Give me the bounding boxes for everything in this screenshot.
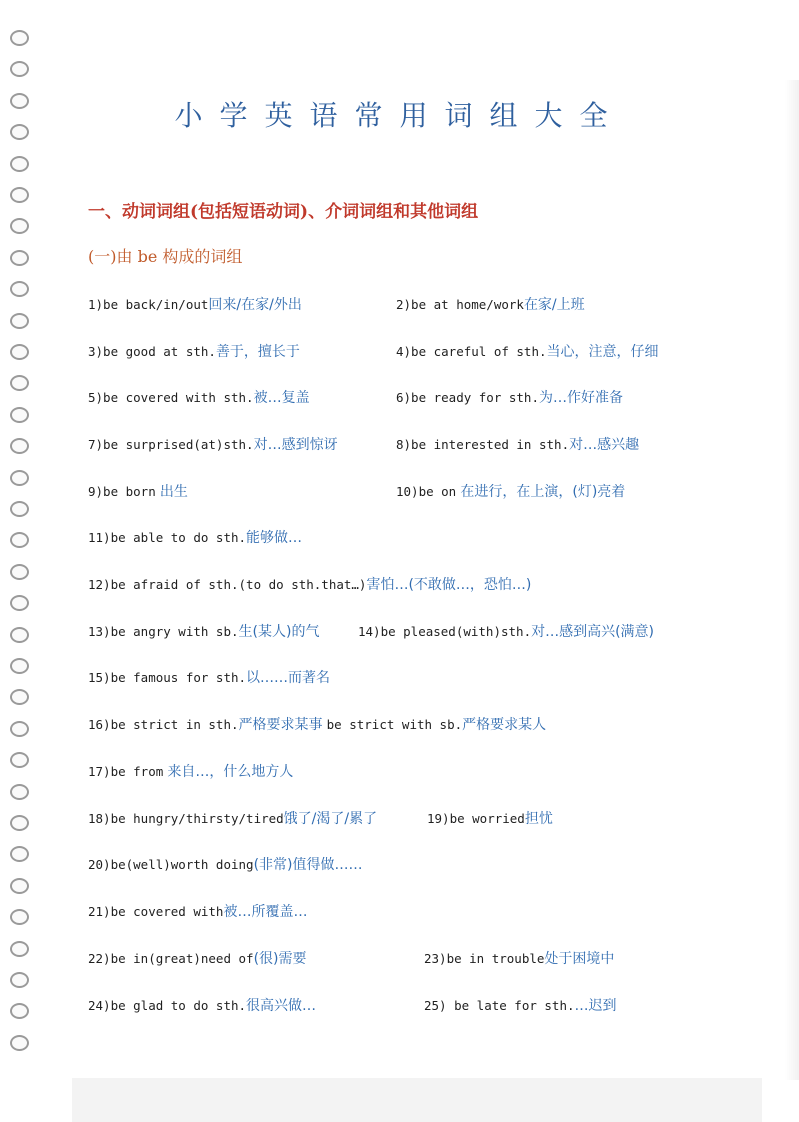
phrase-entry [88,714,546,734]
binder-hole [10,501,29,517]
phrase-chinese: 在进行，在上演，(灯)亮着 [460,484,626,500]
phrase-entry [396,434,639,454]
phrase-entry [88,948,307,968]
subsection-heading: (一)由 be 构成的词组 [88,247,243,266]
binder-hole [10,689,29,705]
phrase-entry [396,387,623,407]
page-bottom-shade [72,1078,762,1122]
page-title: 小学英语常用词组大全 [174,99,625,132]
phrase-chinese: 生(某人)的气 [238,624,320,640]
phrase-entry [88,574,531,594]
binder-hole [10,344,29,360]
phrase-english: 13)be angry with sb. [88,624,239,639]
phrase-english: 4)be careful of sth. [396,344,547,359]
binder-hole [10,1003,29,1019]
phrase-entry [88,808,377,828]
phrase-english: 21)be covered with [88,904,224,919]
binder-hole [10,61,29,77]
phrase-chinese: 能够做… [246,530,303,546]
phrase-chinese: 出生 [159,484,188,500]
phrase-english: 9)be born [88,484,156,499]
binder-hole [10,909,29,925]
binder-hole [10,846,29,862]
phrase-english: 17)be from [88,764,164,779]
phrase-chinese: 很高兴做… [246,998,317,1014]
phrase-english: 10)be on [396,484,457,499]
phrase-entry [88,621,319,641]
phrase-english: 18)be hungry/thirsty/tired [88,811,284,826]
phrase-english: 22)be in(great)need of [88,951,254,966]
binder-hole [10,752,29,768]
phrase-english: 2)be at home/work [396,297,524,312]
phrase-english: 15)be famous for sth. [88,670,247,685]
phrase-english: 25) be late for sth. [424,998,575,1013]
phrase-entry [427,808,553,828]
phrase-chinese: 当心，注意，仔细 [546,344,659,360]
phrase-entry [88,854,363,874]
phrase-entry [88,761,293,781]
phrase-english: 14)be pleased(with)sth. [358,624,532,639]
binder-hole [10,407,29,423]
binder-hole [10,375,29,391]
phrase-chinese: 在家/上班 [523,297,585,313]
phrase-entry [88,294,302,314]
phrase-chinese: 对…感到高兴(满意) [531,624,655,640]
phrase-english: 7)be surprised(at)sth. [88,437,254,452]
binder-hole [10,313,29,329]
phrase-chinese: 害怕…(不敢做…，恐怕…) [366,577,532,593]
binder-hole [10,281,29,297]
binder-hole [10,941,29,957]
phrase-english: 5)be covered with sth. [88,390,254,405]
binder-hole [10,784,29,800]
binder-hole [10,627,29,643]
phrase-chinese: 回来/在家/外出 [208,297,302,313]
phrase-english: 6)be ready for sth. [396,390,539,405]
phrase-chinese: 饿了/渴了/累了 [283,811,378,827]
phrase-english: 16)be strict in sth. [88,717,239,732]
phrase-chinese: 为…作好准备 [539,390,623,406]
phrase-chinese: 严格要求某人 [462,717,547,733]
phrase-english: 3)be good at sth. [88,344,216,359]
binder-hole [10,564,29,580]
phrase-chinese: 处于困境中 [544,951,615,967]
phrase-english: 1)be back/in/out [88,297,209,312]
phrase-entry [88,667,330,687]
phrase-english: 8)be interested in sth. [396,437,570,452]
binder-hole [10,532,29,548]
binder-hole [10,595,29,611]
phrase-entry [88,481,188,501]
binder-hole [10,187,29,203]
binder-hole [10,250,29,266]
binder-hole [10,156,29,172]
phrase-english: 19)be worried [427,811,525,826]
phrase-chinese: 对…感兴趣 [569,437,640,453]
phrase-entry [396,294,585,314]
phrase-chinese: 被…复盖 [253,390,310,406]
phrase-entry [358,621,654,641]
phrase-entry [424,995,617,1015]
phrase-english: 20)be(well)worth doing [88,857,254,872]
phrase-entry [396,341,659,361]
phrase-entry [88,901,307,921]
phrase-english: 11)be able to do sth. [88,530,247,545]
binder-hole [10,972,29,988]
binder-hole [10,30,29,46]
phrase-english: 12)be afraid of sth.(to do sth.that…) [88,577,367,592]
phrase-chinese: 对…感到惊讶 [253,437,338,453]
phrase-chinese: (非常)值得做…… [253,857,363,873]
binder-holes [10,0,40,1122]
phrase-entry [88,995,316,1015]
section-heading: 一、动词词组(包括短语动词)、介词词组和其他词组 [88,202,479,222]
phrase-english: be strict with sb. [326,717,463,732]
phrase-chinese: 来自…，什么地方人 [167,764,294,780]
phrase-english: 24)be glad to do sth. [88,998,247,1013]
binder-hole [10,218,29,234]
page-right-edge [785,80,799,1080]
phrase-chinese: 以……而著名 [246,670,331,686]
binder-hole [10,438,29,454]
binder-hole [10,658,29,674]
phrase-chinese: 担忧 [524,811,553,827]
phrase-entry [424,948,614,968]
binder-hole [10,815,29,831]
phrase-entry [88,434,338,454]
binder-hole [10,1035,29,1051]
phrase-chinese: …迟到 [574,998,617,1014]
phrase-english: 23)be in trouble [424,951,545,966]
phrase-entry [88,341,300,361]
phrase-chinese: (很)需要 [253,951,307,967]
phrase-chinese: 被…所覆盖… [223,904,308,920]
phrase-entry [88,527,302,547]
phrase-entry [88,387,310,407]
phrase-entry [396,481,625,501]
binder-hole [10,721,29,737]
binder-hole [10,878,29,894]
phrase-chinese: 善于，擅长于 [215,344,300,360]
binder-hole [10,470,29,486]
phrase-chinese: 严格要求某事 [238,717,323,733]
